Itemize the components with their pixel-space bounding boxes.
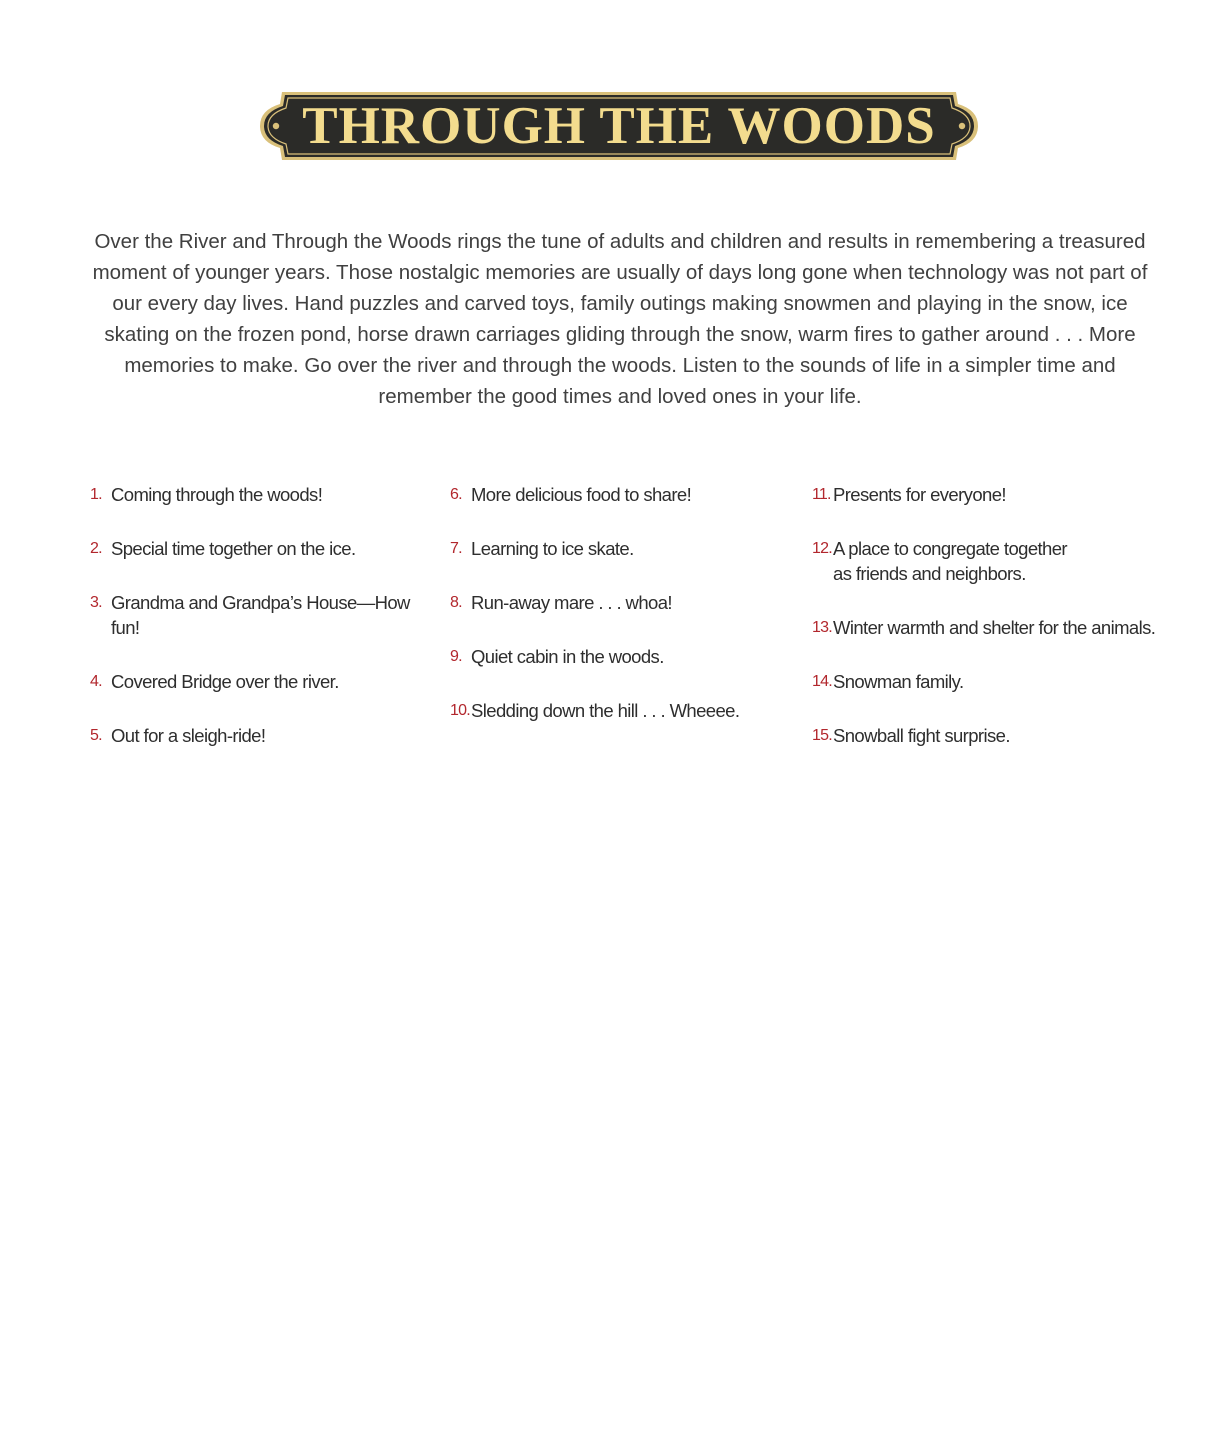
item-number: 9. xyxy=(450,648,462,665)
title-banner xyxy=(258,90,980,162)
item-text: Grandma and Grandpa’s House—How fun! xyxy=(111,592,410,638)
item-number: 15. xyxy=(812,727,832,744)
list-item xyxy=(450,644,800,669)
item-text: Special time together on the ice. xyxy=(111,538,356,559)
list-column-1 xyxy=(90,482,440,777)
item-text: Quiet cabin in the woods. xyxy=(471,646,664,667)
item-text: Run-away mare . . . whoa! xyxy=(471,592,672,613)
item-number: 1. xyxy=(90,486,102,503)
list-item xyxy=(90,482,440,507)
item-number: 11. xyxy=(812,486,831,503)
list-item xyxy=(90,590,440,640)
intro-paragraph: Over the River and Through the Woods rings the tune of adults and children and results in remembering a treasured moment of younger years. Those nostalgic memories are usually of days long gone when technology was not part of our every day lives. Hand puzzles and carved toys, family outings making snowmen and playing in the snow, ice skating on the frozen pond, horse drawn carriages gliding through the snow, warm fires to gather around . . . More memories to make. Go over the river and through the woods. Listen to the sounds of life in a simpler time and remember the good times and loved ones in your life. xyxy=(92,230,1148,408)
item-number: 3. xyxy=(90,594,102,611)
item-number: 13. xyxy=(812,619,832,636)
list-item xyxy=(812,615,1162,640)
item-text: Learning to ice skate. xyxy=(471,538,634,559)
list-item xyxy=(812,723,1162,748)
item-number: 14. xyxy=(812,673,832,690)
list-column-3 xyxy=(812,482,1162,777)
list-item xyxy=(90,669,440,694)
item-number: 7. xyxy=(450,540,462,557)
item-number: 5. xyxy=(90,727,102,744)
list-item xyxy=(812,669,1162,694)
item-number: 6. xyxy=(450,486,462,503)
list-column-2 xyxy=(450,482,800,752)
list-item xyxy=(812,536,1162,586)
page-title: THROUGH THE WOODS xyxy=(302,97,936,155)
item-number: 10. xyxy=(450,702,470,719)
list-item xyxy=(450,536,800,561)
item-text: Coming through the woods! xyxy=(111,484,323,505)
list-item xyxy=(90,536,440,561)
item-number: 2. xyxy=(90,540,102,557)
item-number: 12. xyxy=(812,540,832,557)
item-text: Snowball fight surprise. xyxy=(833,725,1010,746)
item-number: 8. xyxy=(450,594,462,611)
item-text: More delicious food to share! xyxy=(471,484,692,505)
item-number: 4. xyxy=(90,673,102,690)
item-text: A place to congregate together as friends and neighbors. xyxy=(833,538,1067,584)
item-text: Presents for everyone! xyxy=(833,484,1006,505)
list-item xyxy=(90,723,440,748)
list-item xyxy=(450,590,800,615)
item-text: Out for a sleigh-ride! xyxy=(111,725,266,746)
list-item xyxy=(450,482,800,507)
item-text: Sledding down the hill . . . Wheeee. xyxy=(471,700,740,721)
list-item xyxy=(450,698,800,723)
item-text: Snowman family. xyxy=(833,671,964,692)
item-text: Winter warmth and shelter for the animals. xyxy=(833,617,1156,638)
list-item xyxy=(812,482,1162,507)
item-text: Covered Bridge over the river. xyxy=(111,671,339,692)
